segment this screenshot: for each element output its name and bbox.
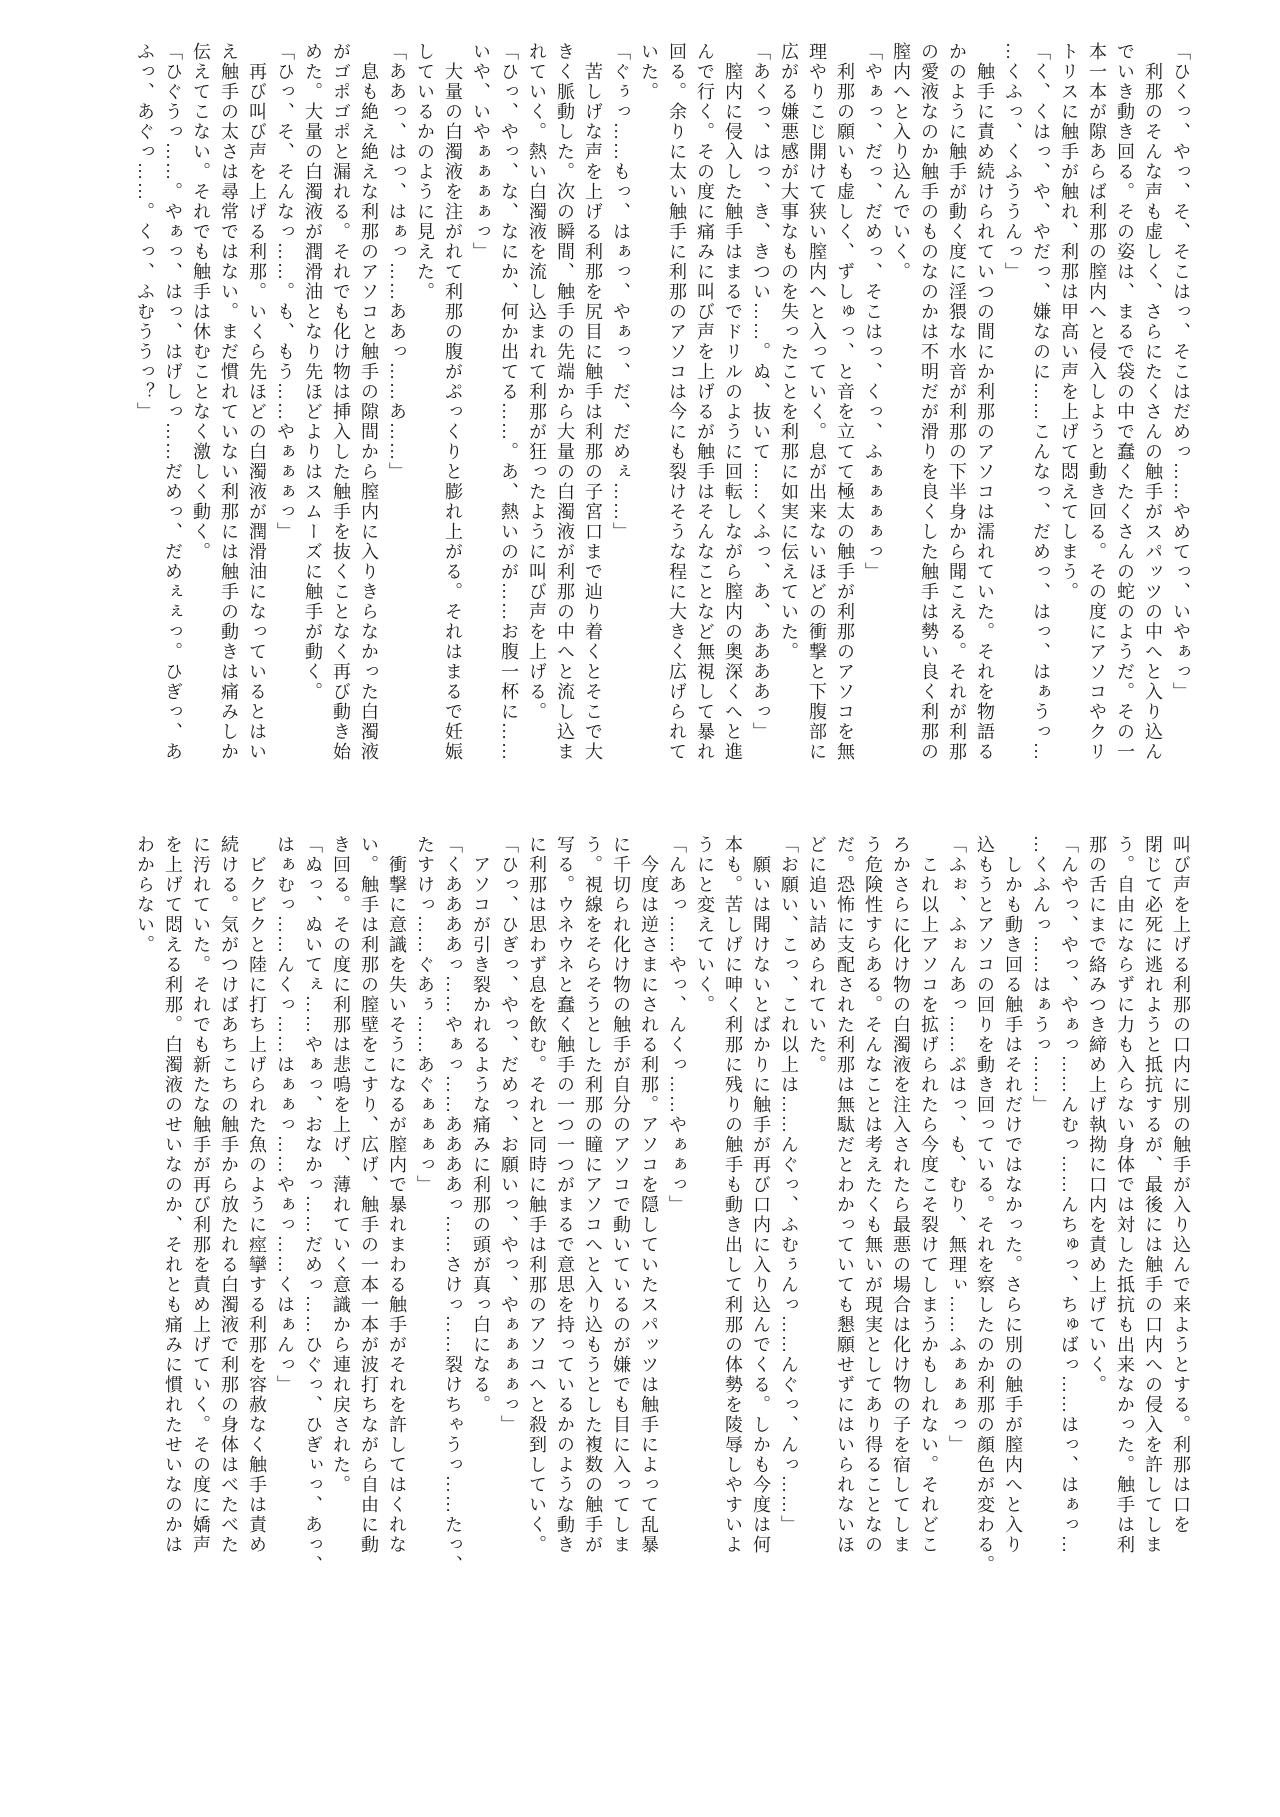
text-column: 理やりこじ開けて狭い膣内へと入っていく。息が出来ないほどの衝撃と下腹部に bbox=[807, 42, 827, 762]
text-column: んで行く。その度に痛みに叫び声を上げるが触手はそんなことなど無視して暴れ bbox=[695, 42, 715, 762]
text-column: トリスに触手が触れ、利那は甲高い声を上げて悶えてしまう。 bbox=[1059, 42, 1079, 602]
text-column: れていく。熱い白濁液を流し込まれて利那が狂ったように叫び声を上げる。 bbox=[527, 42, 547, 722]
text-block-top bbox=[131, 42, 1195, 810]
text-column: でいき動き回る。その姿は、まるで袋の中で蠢くたくさんの蛇のようだ。その一 bbox=[1115, 42, 1135, 762]
text-column: う危険性すらある。そんなことは考えたくも無いが現実としてあり得ることなの bbox=[863, 835, 883, 1555]
text-column: 「お願い、こっ、これ以上は……んぐっ、ふむぅんっ……んぐっ、んっ……」 bbox=[779, 835, 799, 1535]
text-column: 「ひっ、ひぎっ、やっ、だめっ、お願いっ、やっ、やぁぁぁぁっ」 bbox=[499, 835, 519, 1435]
text-column: だ。恐怖に支配された利那は無駄だとわかっていても懇願せずにはいられないほ bbox=[835, 835, 855, 1555]
text-column: …くふんっ……はぁうっ……」 bbox=[1031, 835, 1051, 1115]
text-column: 「ひっ、そ、そんなっ……。も、もう……やぁぁぁっ」 bbox=[275, 42, 295, 542]
text-column: 再び叫び声を上げる利那。いくら先ほどの白濁液が潤滑油になっているとはい bbox=[247, 42, 267, 762]
text-column: う。視線をそらそうとした利那の瞳にアソコへと入り込もうとした複数の触手が bbox=[583, 835, 603, 1555]
text-column: 「ひぐうっ……。やぁっ、はっ、はげしっ……だめっ、だめぇぇっ。ひぎっ、あ bbox=[163, 42, 183, 762]
text-column: アソコが引き裂かれるような痛みに利那の頭が真っ白になる。 bbox=[471, 835, 491, 1415]
text-column: 「ひっ、やっ、な、なにか、何か出てる……。あ、熱いのが……お腹一杯に…… bbox=[499, 42, 519, 762]
text-column: かのように触手が動く度に淫猥な水音が利那の下半身から聞こえる。それが利那 bbox=[947, 42, 967, 762]
text-column: 本も。苦しげに呻く利那に残りの触手も動き出して利那の体勢を陵辱しやすいよ bbox=[723, 835, 743, 1555]
text-column: を上げて悶える利那。白濁液のせいなのか、それとも痛みに慣れたせいなのかは bbox=[163, 835, 183, 1555]
text-column: しかも動き回る触手はそれだけではなかった。さらに別の触手が膣内へと入り bbox=[1003, 835, 1023, 1555]
text-column: 「ひくっ、やっ、そ、そこはっ、そこはだめっ……やめてっ、いやぁっ」 bbox=[1171, 42, 1191, 702]
text-column: に利那は思わず息を飲む。それと同時に触手は利那のアソコへと殺到していく。 bbox=[527, 835, 547, 1555]
text-column: 利那の願いも虚しく、ずしゅっ、と音を立てて極太の触手が利那のアソコを無 bbox=[835, 42, 855, 762]
text-column: 「ぬっ、ぬいてぇ……やぁっ、おなかっ……だめっ……ひぐっ、ひぎぃっ、あっ、 bbox=[303, 835, 323, 1575]
text-column: どに追い詰められていた。 bbox=[807, 835, 827, 1075]
text-column: の愛液なのか触手のものなのかは不明だが滑りを良くした触手は勢い良く利那の bbox=[919, 42, 939, 762]
text-column: 「あくっ、はっ、き、きつい……。ぬ、抜いて……くふっ、あ、ああああっ」 bbox=[751, 42, 771, 742]
text-column: 「ああっ、はっ、はぁっ……ああっ……あ……」 bbox=[387, 42, 407, 482]
text-column: ろかさらに化け物の白濁液を注入されたら最悪の場合は化け物の子を宿してしま bbox=[891, 835, 911, 1555]
text-column: 触手に責め続けられていつの間にか利那のアソコは濡れていた。それを物語る bbox=[975, 42, 995, 762]
text-column: いた。 bbox=[639, 42, 659, 102]
text-column: 願いは聞けないとばかりに触手が再び口内に入り込んでくる。しかも今度は何 bbox=[751, 835, 771, 1555]
text-column: 「く、くはっ、や、やだっ、嫌なのに……こんなっ、だめっ、はっ、はぁうっ… bbox=[1031, 42, 1051, 762]
text-column: 「んあっ……やっ、んくっ……やぁぁっ」 bbox=[667, 835, 687, 1215]
text-column: 写る。ウネウネと蠢く触手の一つ一つがまるで意思を持っているかのような動き bbox=[555, 835, 575, 1555]
text-column: 大量の白濁液を注がれて利那の腹がぷっくりと膨れ上がる。それはまるで妊娠 bbox=[443, 42, 463, 762]
text-column: 衝撃に意識を失いそうになるが膣内で暴れまわる触手がそれを許してはくれな bbox=[387, 835, 407, 1555]
text-column: きく脈動した。次の瞬間、触手の先端から大量の白濁液が利那の中へと流し込ま bbox=[555, 42, 575, 762]
text-column: 本一本が隙あらば利那の膣内へと侵入しようと動き回る。その度にアソコやクリ bbox=[1087, 42, 1107, 762]
text-column: 広がる嫌悪感が大事なものを失ったことを利那に如実に伝えていた。 bbox=[779, 42, 799, 662]
text-column: 苦しげな声を上げる利那を尻目に触手は利那の子宮口まで辿り着くとそこで大 bbox=[583, 42, 603, 762]
text-column: がゴポゴポと漏れる。それでも化け物は挿入した触手を抜くことなく再び動き始 bbox=[331, 42, 351, 762]
text-column: 今度は逆さまにされる利那。アソコを隠していたスパッツは触手によって乱暴 bbox=[639, 835, 659, 1555]
text-column: 膣内に侵入した触手はまるでドリルのように回転しながら膣内の奥深くへと進 bbox=[723, 42, 743, 762]
text-column: え触手の太さは尋常ではない。まだ慣れていない利那には触手の動きは痛みしか bbox=[219, 42, 239, 762]
text-column: 利那のそんな声も虚しく、さらにたくさんの触手がスパッツの中へと入り込ん bbox=[1143, 42, 1163, 762]
text-column: 「ふぉ、ふぉんあっ……ぷはっ、も、むり、無理ぃ……ふぁぁぁっ」 bbox=[947, 835, 967, 1455]
text-column: 込もうとアソコの回りを動き回っている。それを察したのか利那の顔色が変わる。 bbox=[975, 835, 995, 1575]
text-column: き回る。その度に利那は悲鳴を上げ、薄れていく意識から連れ戻された。 bbox=[331, 835, 351, 1495]
text-column: いや、いやぁぁぁぁっ」 bbox=[471, 42, 491, 262]
text-column: たすけっ……ぐあぅ……あぐぁぁぁっ」 bbox=[415, 835, 435, 1195]
text-column: これ以上アソコを拡げられたら今度こそ裂けてしまうかもしれない。それどこ bbox=[919, 835, 939, 1555]
text-column: 閉じて必死に逃れようと抵抗するが、最後には触手の口内への侵入を許してしま bbox=[1143, 835, 1163, 1555]
text-column: 叫び声を上げる利那の口内に別の触手が入り込んで来ようとする。利那は口を bbox=[1171, 835, 1191, 1535]
text-column: う。自由にならずに力も入らない身体では対した抵抗も出来なかった。触手は利 bbox=[1115, 835, 1135, 1555]
text-column: 那の舌にまで絡みつき締め上げ執拗に口内を責め上げていく。 bbox=[1087, 835, 1107, 1395]
text-column: ふっ、あぐっ……。くっ、ふむううっ？」 bbox=[135, 42, 155, 422]
text-column: に汚れていた。それでも新たな触手が再び利那を責め上げていく。その度に嬌声 bbox=[191, 835, 211, 1555]
text-column: はぁむっ……んくっ……はぁぁっ……やぁっ……くはぁんっ」 bbox=[275, 835, 295, 1395]
text-column: しているかのように見えた。 bbox=[415, 42, 435, 302]
text-column: 息も絶え絶えな利那のアソコと触手の隙間から膣内に入りきらなかった白濁液 bbox=[359, 42, 379, 762]
text-column: 「んやっ、やっ、やぁっ……んむっ……んちゅっ、ちゅばっ……はっ、はぁっ… bbox=[1059, 835, 1079, 1555]
text-column: 続ける。気がつけばあちこちの触手から放たれる白濁液で利那の身体はべたべた bbox=[219, 835, 239, 1555]
text-block-bottom bbox=[131, 835, 1195, 1603]
text-column: 回る。余りに太い触手に利那のアソコは今にも裂けそうな程に大きく広げられて bbox=[667, 42, 687, 762]
text-column: 「ぐぅっ……もっ、はぁっ、やぁっ、だ、だめぇ……」 bbox=[611, 42, 631, 542]
text-column: 膣内へと入り込んでいく。 bbox=[891, 42, 911, 282]
text-column: わからない。 bbox=[135, 835, 155, 955]
text-column: い。触手は利那の膣壁をこすり、広げ、触手の一本一本が波打ちながら自由に動 bbox=[359, 835, 379, 1555]
text-column: …くふっ、くふううんっ」 bbox=[1003, 42, 1023, 282]
text-column: うにと変えていく。 bbox=[695, 835, 715, 1015]
text-column: めた。大量の白濁液が潤滑油となり先ほどよりはスムーズに触手が動く。 bbox=[303, 42, 323, 702]
text-column: 伝えてこない。それでも触手は休むことなく激しく動く。 bbox=[191, 42, 211, 562]
text-column: 「やぁっ、だっ、だめっ、そこはっ、くっ、ふぁぁぁぁっ」 bbox=[863, 42, 883, 582]
text-column: 「くああああっ……やぁっ……ああああっ……さけっ……裂けちゃうっ……たっ、 bbox=[443, 835, 463, 1575]
text-column: に千切られ化け物の触手が自分のアソコで動いているのが嫌でも目に入ってしま bbox=[611, 835, 631, 1555]
text-column: ビクビクと陸に打ち上げられた魚のように痙攣する利那を容赦なく触手は責め bbox=[247, 835, 267, 1555]
